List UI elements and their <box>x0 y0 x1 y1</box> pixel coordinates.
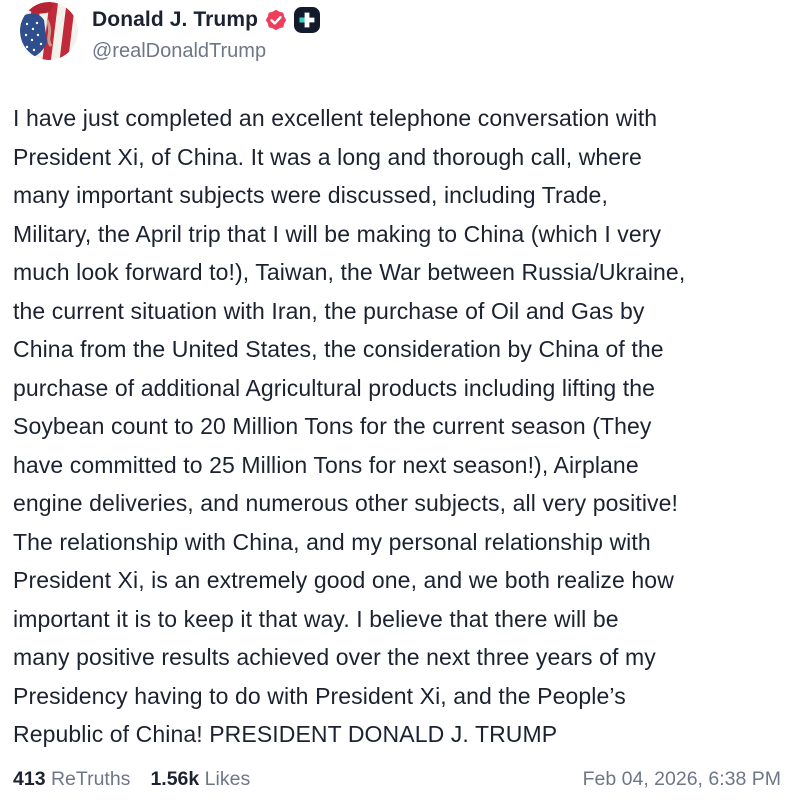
header-text <box>92 2 320 63</box>
likes-count: 1.56k <box>150 767 200 790</box>
display-name[interactable]: Donald J. Trump <box>92 8 259 31</box>
post-text-line: President Xi, of China. It was a long and thorough call, where <box>13 143 642 170</box>
post-body-text <box>0 99 793 754</box>
post-text-line: I have just completed an excellent telephone conversation with <box>13 105 658 131</box>
post-text-line: President Xi, is an extremely good one, and we both realize how <box>13 567 674 593</box>
post-text-line: China from the United States, the consideration by China of the <box>13 336 664 362</box>
post-text-line: purchase of additional Agricultural products including lifting the <box>13 374 656 401</box>
user-handle[interactable]: @realDonaldTrump <box>92 40 267 62</box>
likes-stat[interactable] <box>150 768 250 791</box>
post-text-line: the current situation with Iran, the purchase of Oil and Gas by <box>13 297 645 324</box>
post-timestamp: Feb 04, 2026, 6:38 PM <box>582 767 781 790</box>
post-text-line: Soybean count to 20 Million Tons for the current season (They <box>13 413 652 439</box>
post-text-line: Presidency having to do with President Xi, and the People’s <box>13 682 626 709</box>
avatar[interactable] <box>20 2 78 60</box>
post-footer <box>0 768 793 791</box>
likes-label: Likes <box>204 767 251 790</box>
verified-badge-icon <box>265 9 287 31</box>
post-text-line: much look forward to!), Taiwan, the War between Russia/Ukraine, <box>13 259 686 285</box>
retruths-stat[interactable] <box>13 768 130 791</box>
retruths-label: ReTruths <box>50 767 131 790</box>
post-header <box>0 0 793 63</box>
post-text-line: have committed to 25 Million Tons for next season!), Airplane <box>13 451 639 478</box>
name-row <box>92 7 320 33</box>
post-text-line: engine deliveries, and numerous other subjects, all very positive! <box>13 490 679 516</box>
retruths-count: 413 <box>13 767 46 790</box>
post-text-line: Republic of China! PRESIDENT DONALD J. TRUMP <box>13 721 558 747</box>
post-text-line: The relationship with China, and my personal relationship with <box>13 528 651 555</box>
truth-plus-badge-icon <box>294 7 320 33</box>
post-text-line: important it is to keep it that way. I believe that there will be <box>13 605 619 632</box>
post-text-line: many important subjects were discussed, including Trade, <box>13 182 608 208</box>
post-stats <box>13 768 250 791</box>
post-text-line: Military, the April trip that I will be making to China (which I very <box>13 220 662 247</box>
flag-face-avatar-image <box>20 2 78 60</box>
post-text-line: many positive results achieved over the next three years of my <box>13 644 656 670</box>
